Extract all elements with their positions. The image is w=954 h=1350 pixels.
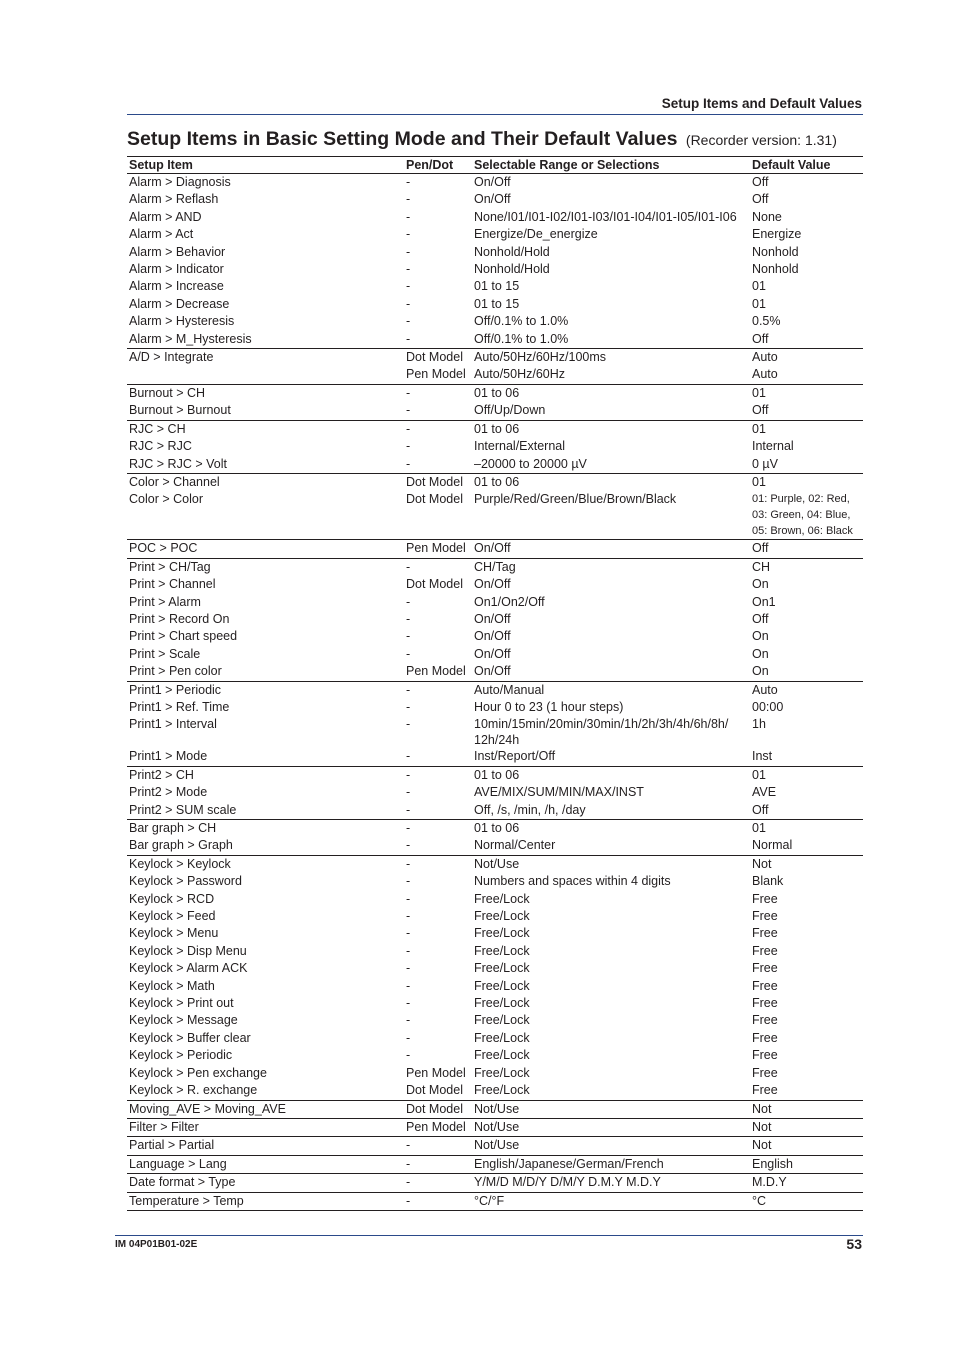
default-value-cell: Not xyxy=(750,1137,863,1155)
range-cell: Internal/External xyxy=(474,439,566,454)
table-row xyxy=(127,1100,863,1118)
table-row xyxy=(127,384,863,402)
range-cell: Not/Use xyxy=(472,855,750,873)
setup-item-cell: POC > POC xyxy=(127,540,404,558)
default-value-cell: Free xyxy=(752,891,778,906)
table-row xyxy=(127,748,863,766)
range-cell: Nonhold/Hold xyxy=(474,244,550,259)
pen-dot-cell: - xyxy=(406,785,411,800)
pen-dot-cell: - xyxy=(406,192,411,207)
range-cell: Free/Lock xyxy=(474,1083,530,1098)
table-row xyxy=(127,1065,863,1082)
default-value-cell: 01 xyxy=(750,820,863,838)
setup-item-cell: Print > Pen color xyxy=(129,664,222,679)
pen-dot-cell: Pen Model xyxy=(404,1118,472,1136)
default-value-cell: 01 xyxy=(750,384,863,402)
table-row xyxy=(127,978,863,995)
pen-dot-cell: - xyxy=(406,456,411,471)
pen-dot-cell: - xyxy=(406,439,411,454)
setup-item-cell: Alarm > M_Hysteresis xyxy=(129,331,252,346)
default-value-cell: Free xyxy=(752,996,778,1011)
setup-item-cell: Print > CH/Tag xyxy=(127,558,404,576)
table-row xyxy=(127,611,863,628)
table-row xyxy=(127,908,863,925)
table-row xyxy=(127,784,863,801)
default-value-cell: 01: Purple, 02: Red, 03: Green, 04: Blue, 05: Brown, 06: Black xyxy=(752,493,853,538)
table-row xyxy=(127,313,863,330)
range-cell: Free/Lock xyxy=(474,961,530,976)
table-row xyxy=(127,943,863,960)
setup-item-cell: Alarm > Decrease xyxy=(129,296,230,311)
range-cell: On/Off xyxy=(474,629,511,644)
default-value-cell: 01 xyxy=(752,296,766,311)
range-cell: Hour 0 to 23 (1 hour steps) xyxy=(474,699,624,714)
range-cell: Auto/Manual xyxy=(472,681,750,699)
default-value-cell: CH xyxy=(750,558,863,576)
range-cell: Auto/50Hz/60Hz xyxy=(474,367,566,382)
pen-dot-cell: - xyxy=(404,1174,472,1192)
range-cell: Free/Lock xyxy=(474,1013,530,1028)
range-cell: Not/Use xyxy=(472,1100,750,1118)
default-value-cell: None xyxy=(752,209,782,224)
default-value-cell: On xyxy=(752,664,769,679)
setup-item-cell: Keylock > Disp Menu xyxy=(129,943,247,958)
range-cell: Free/Lock xyxy=(474,943,530,958)
table-header-row xyxy=(127,157,863,174)
pen-dot-cell: - xyxy=(404,1192,472,1210)
default-value-cell: Not xyxy=(750,855,863,873)
column-header: Pen/Dot xyxy=(404,157,472,174)
range-cell: 01 to 06 xyxy=(472,384,750,402)
table-row xyxy=(127,628,863,645)
range-cell: Purple/Red/Green/Blue/Brown/Black xyxy=(474,492,677,507)
table-body xyxy=(127,174,863,1211)
table-row xyxy=(127,855,863,873)
table-row xyxy=(127,925,863,942)
default-value-cell: Off xyxy=(752,175,769,189)
setup-item-cell: Language > Lang xyxy=(127,1155,404,1173)
default-value-cell: Free xyxy=(752,1048,778,1063)
range-cell: Off/Up/Down xyxy=(474,403,546,418)
default-value-cell: Free xyxy=(752,961,778,976)
table-row xyxy=(127,960,863,977)
setup-item-cell: Keylock > Menu xyxy=(129,926,219,941)
range-cell: 01 to 06 xyxy=(472,473,750,491)
setup-item-cell: Keylock > Math xyxy=(129,978,215,993)
setup-item-cell: Burnout > CH xyxy=(127,384,404,402)
table-row xyxy=(127,420,863,438)
setup-item-cell: Alarm > Reflash xyxy=(129,192,219,207)
default-value-cell: Off xyxy=(752,403,769,418)
setup-item-cell: RJC > CH xyxy=(127,420,404,438)
setup-item-cell: Moving_AVE > Moving_AVE xyxy=(127,1100,404,1118)
range-cell: 01 to 06 xyxy=(472,766,750,784)
table-row xyxy=(127,191,863,208)
pen-dot-cell: - xyxy=(406,943,411,958)
range-cell: Free/Lock xyxy=(474,996,530,1011)
range-cell: On/Off xyxy=(474,175,511,189)
table-row xyxy=(127,1137,863,1155)
table-row xyxy=(127,473,863,491)
page-number: 53 xyxy=(846,1236,862,1252)
default-value-cell: English xyxy=(750,1155,863,1173)
running-header: Setup Items and Default Values xyxy=(661,96,862,111)
pen-dot-cell: Dot Model xyxy=(404,473,472,491)
setup-item-cell: Keylock > RCD xyxy=(129,891,215,906)
pen-dot-cell: - xyxy=(404,1137,472,1155)
default-value-cell: 0.5% xyxy=(752,314,781,329)
setup-item-cell: Print2 > SUM scale xyxy=(129,802,237,817)
pen-dot-cell: - xyxy=(406,874,411,889)
pen-dot-cell: - xyxy=(406,838,411,853)
pen-dot-cell: Dot Model xyxy=(406,492,463,507)
range-cell: Free/Lock xyxy=(474,1065,530,1080)
default-value-cell: On xyxy=(752,646,769,661)
default-value-cell: Auto xyxy=(752,367,778,382)
pen-dot-cell: - xyxy=(406,717,411,732)
pen-dot-cell: - xyxy=(404,766,472,784)
setup-item-cell: Print1 > Ref. Time xyxy=(129,699,230,714)
range-cell: On1/On2/Off xyxy=(474,594,545,609)
setup-item-cell: Burnout > Burnout xyxy=(129,403,231,418)
pen-dot-cell: - xyxy=(406,331,411,346)
pen-dot-cell: - xyxy=(406,802,411,817)
default-value-cell: Inst xyxy=(752,749,773,764)
range-cell: Free/Lock xyxy=(474,1048,530,1063)
range-cell: 01 to 06 xyxy=(472,420,750,438)
default-value-cell: Energize xyxy=(752,227,802,242)
pen-dot-cell: - xyxy=(406,279,411,294)
pen-dot-cell: - xyxy=(406,1048,411,1063)
pen-dot-cell: Dot Model xyxy=(406,1083,463,1098)
default-value-cell: 1h xyxy=(752,717,766,732)
default-value-cell: 01 xyxy=(752,279,766,294)
pen-dot-cell: - xyxy=(404,384,472,402)
page-subtitle: (Recorder version: 1.31) xyxy=(685,132,837,148)
default-value-cell: Blank xyxy=(752,874,784,889)
table-row xyxy=(127,174,863,192)
range-cell: Numbers and spaces within 4 digits xyxy=(474,874,671,889)
range-cell: –20000 to 20000 µV xyxy=(474,456,587,471)
table-row xyxy=(127,646,863,663)
range-cell: On/Off xyxy=(474,611,511,626)
setup-item-cell: Keylock > Password xyxy=(129,874,242,889)
setup-item-cell: Bar graph > CH xyxy=(127,820,404,838)
pen-dot-cell: - xyxy=(406,961,411,976)
pen-dot-cell: - xyxy=(406,227,411,242)
pen-dot-cell: - xyxy=(406,296,411,311)
setup-item-cell: RJC > RJC xyxy=(129,439,192,454)
default-value-cell: Not xyxy=(750,1118,863,1136)
table-row xyxy=(127,1012,863,1029)
setup-item-cell: Print > Channel xyxy=(129,577,216,592)
table-row xyxy=(127,438,863,455)
table-row xyxy=(127,366,863,384)
pen-dot-cell: - xyxy=(406,926,411,941)
range-cell: Free/Lock xyxy=(474,909,530,924)
page-title: Setup Items in Basic Setting Mode and Their Default Values xyxy=(127,128,678,150)
pen-dot-cell: - xyxy=(406,1013,411,1028)
pen-dot-cell: Dot Model xyxy=(406,577,463,592)
setup-item-cell: Keylock > Buffer clear xyxy=(129,1030,251,1045)
default-value-cell: Nonhold xyxy=(752,262,799,277)
setup-item-cell: Alarm > Increase xyxy=(129,279,224,294)
range-cell: Off, /s, /min, /h, /day xyxy=(474,802,586,817)
table-row xyxy=(127,1174,863,1192)
default-value-cell: Off xyxy=(752,192,769,207)
table-row xyxy=(127,1118,863,1136)
pen-dot-cell: - xyxy=(404,820,472,838)
default-value-cell: Free xyxy=(752,1013,778,1028)
setup-item-cell: Temperature > Temp xyxy=(127,1192,404,1210)
table-row xyxy=(127,891,863,908)
pen-dot-cell: - xyxy=(404,681,472,699)
setup-item-cell: Alarm > Diagnosis xyxy=(129,175,231,189)
range-cell: Y/M/D M/D/Y D/M/Y D.M.Y M.D.Y xyxy=(472,1174,750,1192)
default-value-cell: Free xyxy=(752,943,778,958)
default-value-cell: Off xyxy=(752,331,769,346)
range-cell: Free/Lock xyxy=(474,978,530,993)
setup-item-cell: Keylock > Message xyxy=(129,1013,238,1028)
default-value-cell: 01 xyxy=(750,420,863,438)
document-id: IM 04P01B01-02E xyxy=(115,1239,198,1250)
setup-item-cell: Bar graph > Graph xyxy=(129,838,233,853)
setup-item-cell: Alarm > Behavior xyxy=(129,244,226,259)
column-header: Selectable Range or Selections xyxy=(472,157,750,174)
setup-item-cell: Keylock > Feed xyxy=(129,909,216,924)
pen-dot-cell: - xyxy=(406,209,411,224)
range-cell: English/Japanese/German/French xyxy=(472,1155,750,1173)
default-value-cell: Internal xyxy=(752,439,794,454)
default-value-cell: Free xyxy=(752,1065,778,1080)
range-cell: Normal/Center xyxy=(474,838,556,853)
table-row xyxy=(127,558,863,576)
setup-item-cell: Print1 > Periodic xyxy=(127,681,404,699)
range-cell: Energize/De_energize xyxy=(474,227,598,242)
table-row xyxy=(127,716,863,748)
pen-dot-cell: - xyxy=(406,611,411,626)
pen-dot-cell: - xyxy=(406,262,411,277)
pen-dot-cell: - xyxy=(406,891,411,906)
table-row xyxy=(127,491,863,540)
table-row xyxy=(127,402,863,420)
footer-rule xyxy=(115,1235,863,1236)
header-rule xyxy=(127,114,863,115)
table-row xyxy=(127,873,863,890)
table-row xyxy=(127,226,863,243)
range-cell: Off/0.1% to 1.0% xyxy=(474,331,569,346)
setup-items-table xyxy=(127,156,863,1211)
default-value-cell: On xyxy=(752,629,769,644)
range-cell: Free/Lock xyxy=(474,891,530,906)
pen-dot-cell: - xyxy=(406,909,411,924)
default-value-cell: On xyxy=(752,577,769,592)
default-value-cell: Auto xyxy=(750,681,863,699)
title-row xyxy=(127,128,837,151)
range-cell: °C/°F xyxy=(472,1192,750,1210)
table-row xyxy=(127,331,863,349)
range-cell: CH/Tag xyxy=(472,558,750,576)
setup-item-cell: Keylock > Pen exchange xyxy=(129,1065,267,1080)
pen-dot-cell: - xyxy=(404,558,472,576)
default-value-cell: M.D.Y xyxy=(750,1174,863,1192)
setup-item-cell: Keylock > Periodic xyxy=(129,1048,233,1063)
setup-item-cell: Partial > Partial xyxy=(127,1137,404,1155)
table-row xyxy=(127,681,863,699)
pen-dot-cell: - xyxy=(406,699,411,714)
default-value-cell: Off xyxy=(752,611,769,626)
default-value-cell: AVE xyxy=(752,785,777,800)
table-row xyxy=(127,1155,863,1173)
setup-item-cell: Alarm > Act xyxy=(129,227,194,242)
pen-dot-cell: - xyxy=(406,996,411,1011)
table-row xyxy=(127,296,863,313)
default-value-cell: 0 µV xyxy=(752,456,778,471)
table-row xyxy=(127,1047,863,1064)
default-value-cell: Nonhold xyxy=(752,244,799,259)
pen-dot-cell: Pen Model xyxy=(406,367,466,382)
setup-item-cell: Keylock > Alarm ACK xyxy=(129,961,248,976)
setup-item-cell: Alarm > Hysteresis xyxy=(129,314,235,329)
range-cell: Not/Use xyxy=(472,1118,750,1136)
pen-dot-cell: - xyxy=(404,855,472,873)
default-value-cell: °C xyxy=(750,1192,863,1210)
range-cell: On/Off xyxy=(474,577,511,592)
pen-dot-cell: Dot Model xyxy=(404,349,472,367)
range-cell: 01 to 15 xyxy=(474,296,520,311)
setup-item-cell: Print1 > Mode xyxy=(129,749,208,764)
default-value-cell: Not xyxy=(750,1100,863,1118)
pen-dot-cell: - xyxy=(406,594,411,609)
table-row xyxy=(127,766,863,784)
pen-dot-cell: - xyxy=(406,244,411,259)
table-row xyxy=(127,1082,863,1100)
table-row xyxy=(127,837,863,855)
default-value-cell: Free xyxy=(752,909,778,924)
range-cell: Auto/50Hz/60Hz/100ms xyxy=(472,349,750,367)
setup-item-cell: Keylock > Keylock xyxy=(127,855,404,873)
table-row xyxy=(127,1192,863,1210)
table-row xyxy=(127,995,863,1012)
table-row xyxy=(127,699,863,716)
pen-dot-cell: Pen Model xyxy=(406,664,466,679)
default-value-cell: Auto xyxy=(750,349,863,367)
range-cell: Inst/Report/Off xyxy=(474,749,556,764)
default-value-cell: Off xyxy=(752,802,769,817)
setup-item-cell: A/D > Integrate xyxy=(127,349,404,367)
range-cell: None/I01/I01-I02/I01-I03/I01-I04/I01-I05/I01-I06 xyxy=(474,209,737,224)
range-cell: Off/0.1% to 1.0% xyxy=(474,314,569,329)
range-cell: Nonhold/Hold xyxy=(474,262,550,277)
pen-dot-cell: - xyxy=(406,646,411,661)
setup-item-cell: Print > Record On xyxy=(129,611,230,626)
range-cell: AVE/MIX/SUM/MIN/MAX/INST xyxy=(474,785,644,800)
table-row xyxy=(127,349,863,367)
range-cell: On/Off xyxy=(474,664,511,679)
setup-item-cell: Print > Chart speed xyxy=(129,629,238,644)
range-cell: Free/Lock xyxy=(474,926,530,941)
table-row xyxy=(127,576,863,593)
pen-dot-cell: Dot Model xyxy=(404,1100,472,1118)
table-row xyxy=(127,540,863,558)
setup-item-cell xyxy=(127,366,404,384)
default-value-cell: On1 xyxy=(752,594,776,609)
range-cell: Not/Use xyxy=(472,1137,750,1155)
default-value-cell: Free xyxy=(752,978,778,993)
default-value-cell: Off xyxy=(750,540,863,558)
default-value-cell: 01 xyxy=(750,766,863,784)
column-header: Default Value xyxy=(750,157,863,174)
range-cell: 01 to 06 xyxy=(472,820,750,838)
table-row xyxy=(127,663,863,681)
setup-item-cell: Keylock > R. exchange xyxy=(129,1083,258,1098)
setup-item-cell: Color > Color xyxy=(129,492,203,507)
setup-item-cell: Print2 > Mode xyxy=(129,785,208,800)
range-cell: On/Off xyxy=(474,192,511,207)
setup-item-cell: Print > Scale xyxy=(129,646,201,661)
range-cell: On/Off xyxy=(474,646,511,661)
range-cell: On/Off xyxy=(472,540,750,558)
range-cell: 10min/15min/20min/30min/1h/2h/3h/4h/6h/8h/ 12h/24h xyxy=(474,717,729,748)
setup-item-cell: Print1 > Interval xyxy=(129,717,217,732)
setup-item-cell: Date format > Type xyxy=(127,1174,404,1192)
default-value-cell: Free xyxy=(752,1030,778,1045)
setup-item-cell: Keylock > Print out xyxy=(129,996,234,1011)
setup-item-cell: Print > Alarm xyxy=(129,594,201,609)
setup-item-cell: Alarm > Indicator xyxy=(129,262,224,277)
pen-dot-cell: - xyxy=(406,629,411,644)
table-row xyxy=(127,209,863,226)
pen-dot-cell: - xyxy=(406,403,411,418)
pen-dot-cell: - xyxy=(406,978,411,993)
table-row xyxy=(127,594,863,611)
pen-dot-cell: - xyxy=(406,749,411,764)
table-row xyxy=(127,1030,863,1047)
table-row xyxy=(127,261,863,278)
table-row xyxy=(127,278,863,295)
range-cell: Free/Lock xyxy=(474,1030,530,1045)
setup-item-cell: Print2 > CH xyxy=(127,766,404,784)
default-value-cell: 00:00 xyxy=(752,699,784,714)
setup-item-cell: RJC > RJC > Volt xyxy=(129,456,227,471)
table-row xyxy=(127,802,863,820)
pen-dot-cell: - xyxy=(404,1155,472,1173)
setup-item-cell: Alarm > AND xyxy=(129,209,202,224)
range-cell: 01 to 15 xyxy=(474,279,520,294)
default-value-cell: Normal xyxy=(752,838,793,853)
pen-dot-cell: Pen Model xyxy=(406,1065,466,1080)
setup-item-cell: Color > Channel xyxy=(127,473,404,491)
pen-dot-cell: - xyxy=(406,175,411,189)
default-value-cell: 01 xyxy=(750,473,863,491)
pen-dot-cell: - xyxy=(406,1030,411,1045)
pen-dot-cell: - xyxy=(404,420,472,438)
table-row xyxy=(127,244,863,261)
table-row xyxy=(127,456,863,474)
setup-item-cell: Filter > Filter xyxy=(127,1118,404,1136)
default-value-cell: Free xyxy=(752,926,778,941)
pen-dot-cell: - xyxy=(406,314,411,329)
table-row xyxy=(127,820,863,838)
pen-dot-cell: Pen Model xyxy=(404,540,472,558)
default-value-cell: Free xyxy=(752,1083,778,1098)
column-header: Setup Item xyxy=(127,157,404,174)
